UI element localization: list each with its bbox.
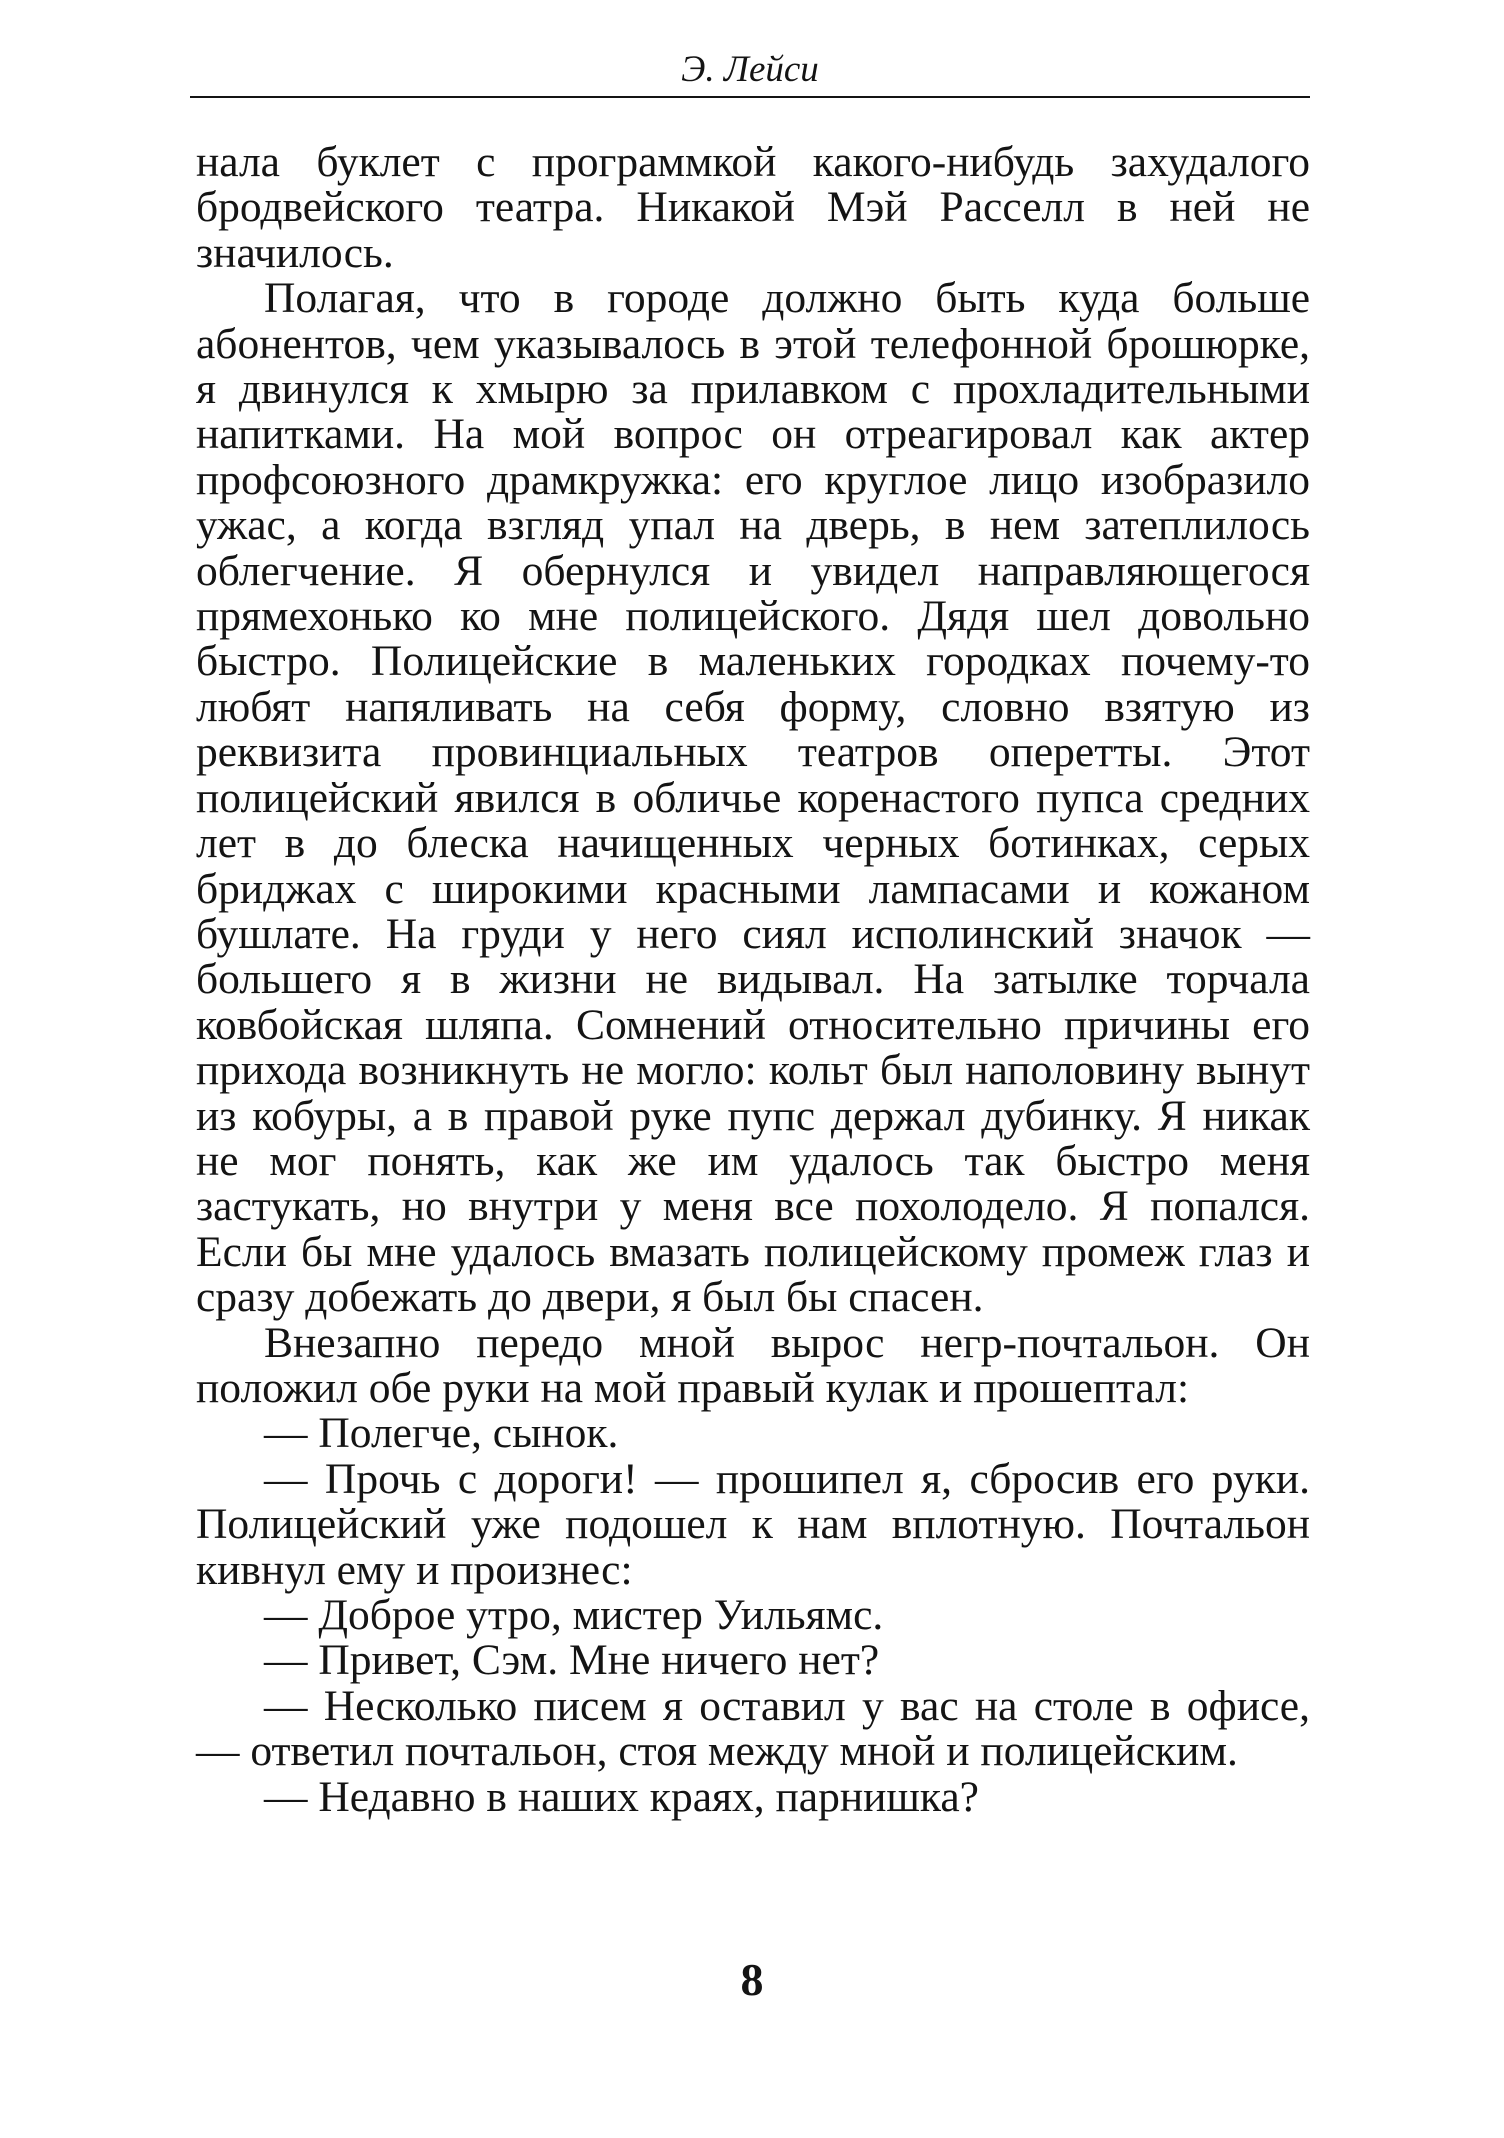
running-head: Э. Лейси: [681, 49, 819, 90]
dialogue-line: — Прочь с дороги! — прошипел я, сбросив его руки. Полицейский уже подошел к нам вплотную. Почтальон кивнул ему и произнес:: [196, 1454, 1310, 1594]
header-rule: [190, 96, 1310, 98]
dialogue-line: — Полегче, сынок.: [264, 1409, 619, 1458]
dialogue-line: — Несколько писем я оставил у вас на столе в офисе, — ответил почтальон, стоя между мной и полицейским.: [196, 1681, 1310, 1776]
body-text: [196, 140, 1310, 1820]
dialogue-line: — Недавно в наших краях, парнишка?: [264, 1772, 979, 1821]
page-number: 8: [740, 1954, 764, 2005]
dialogue-line: — Привет, Сэм. Мне ничего нет?: [264, 1636, 880, 1685]
paragraph-continuation: нала буклет с программкой какого-нибудь захудалого бродвейского театра. Никакой Мэй Расселл в ней не значилось.: [196, 138, 1310, 277]
dialogue-line: — Доброе утро, мистер Уильямс.: [264, 1591, 884, 1639]
paragraph: Внезапно передо мной вырос негр-почтальон. Он положил обе руки на мой правый кулак и прошептал:: [196, 1318, 1310, 1412]
paragraph: Полагая, что в городе должно быть куда больше абонентов, чем указывалось в этой телефонной брошюрке, я двинулся к хмырю за прилавком с прохладительными напитками. На мой вопрос он отреагировал как актер профсоюзного драмкружка: его круглое лицо изобразило ужас, а когда взгляд упал на дверь, в нем затеплилось облегчение. Я обернулся и увидел направляющегося прямехонько ко мне полицейского. Дядя шел довольно быстро. Полицейские в маленьких городках почему-то любят напяливать на себя форму, словно взятую из реквизита провинциальных театров оперетты. Этот полицейский явился в обличье коренастого пупса средних лет в до блеска начищенных черных ботинках, серых бриджах с широкими красными лампасами и кожаном бушлате. На груди у него сиял исполинский значок — большего я в жизни не видывал. На затылке торчала ковбойская шляпа. Сомнений относительно причины его прихода возникнуть не могло: кольт был наполовину вынут из кобуры, а в правой руке пупс держал дубинку. Я никак не мог понять, как же им удалось так быстро меня застукать, но внутри у меня все похолодело. Я попался. Если бы мне удалось вмазать полицейскому промеж глаз и сразу добежать до двери, я был бы спасен.: [196, 274, 1310, 1322]
